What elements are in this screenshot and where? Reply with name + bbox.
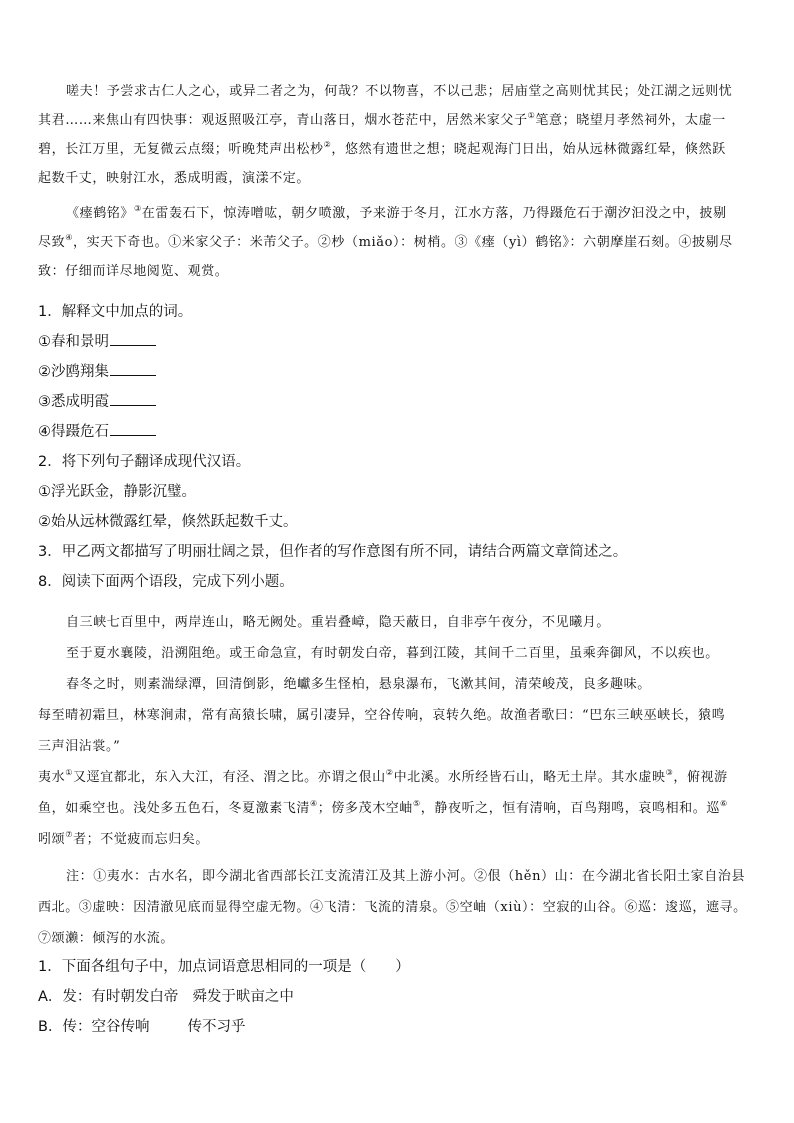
text-run: 碧，长江万里，无复微云点缀；听晚梵声出松杪 [38, 142, 324, 157]
footnote-mark: ⑤ [413, 799, 421, 808]
text-run: 《瘗鹤铭》 [66, 206, 135, 221]
question-3: 3．甲乙两文都描写了明丽壮阔之景，但作者的写作意图有所不同，请结合两篇文章简述之。 [38, 544, 628, 560]
passage-line: 春冬之时，则素湍绿潭，回清倒影，绝巘多生怪柏，悬泉瀑布，飞漱其间，清荣峻茂，良多趣味。 [66, 677, 651, 692]
passage-yi-line [38, 257, 760, 286]
text-run: ，实天下奇也。①米家父子：米芾父子。②杪（miǎo）：树梢。③《瘗（yì）鹤铭》：六朝摩崖石刻。④披剔尽 [72, 235, 733, 250]
text-run: ，悠然有遗世之想；晓起观海门日出，始从远林微露红晕，倏然跃 [331, 142, 726, 157]
question-text: ①春和景明 [38, 334, 109, 350]
answer-blank[interactable] [110, 423, 156, 436]
footnote-mark: ⑦ [65, 830, 73, 839]
text-run: ；傍多茂木空岫 [317, 801, 413, 816]
footnote-mark: ③ [134, 204, 142, 213]
option-text: B．传：空谷传响 [38, 1019, 150, 1035]
question-1: 1．解释文中加点的词。 [38, 304, 193, 320]
passage-line [38, 793, 760, 824]
passage-line: 自三峡七百里中，两岸连山，略无阙处。重岩叠嶂，隐天蔽日，自非亭午夜分，不见曦月。 [66, 615, 611, 630]
passage-line [38, 824, 760, 855]
text-run: 嗟夫！予尝求古仁人之心，或异二者之为，何哉？不以物喜，不以己悲；居庙堂之高则忧其民；处江湖之远则忧 [66, 84, 733, 99]
passage-yi-line [38, 228, 760, 257]
passage-yi [38, 77, 760, 286]
footnote-mark: ① [65, 768, 73, 777]
question-text: ②沙鸥翔集 [38, 364, 109, 380]
question-1-item [38, 327, 760, 357]
question-1-item [38, 387, 760, 417]
passage-yi-line [38, 164, 760, 193]
passage-line [38, 762, 760, 793]
text-run: 其君……来焦山有四快事：观返照吸江亭，青山落日，烟水苍茫中，居然米家父子 [38, 113, 528, 128]
passage-yi-line [38, 77, 760, 106]
passage-line: 至于夏水襄陵，沿溯阻绝。或王命急宣，有时朝发白帝，暮到江陵，其间千二百里，虽乘奔御风，不以疾也。 [66, 646, 719, 661]
text-run: ，俯视游 [673, 770, 728, 785]
question-choice: 1．下面各组句子中，加点词语意思相同的一项是（ ） [38, 959, 410, 975]
question-1-item [38, 417, 760, 447]
passage-yi-line [38, 106, 760, 135]
question-text: ③悉成明霞 [38, 394, 109, 410]
option-text: 舜发于畎亩之中 [192, 989, 294, 1005]
text-run: 者；不觉疲而忘归矣。 [73, 832, 210, 847]
option-b[interactable] [38, 1012, 760, 1042]
text-run: 起数千丈，映射江水，悉成明霞，演漾不定。 [38, 171, 311, 186]
footnote-mark: ④ [310, 799, 318, 808]
footnote-mark: ④ [65, 233, 73, 242]
text-run: 在雷轰石下，惊涛噌吰，朝夕喷激，予来游于冬月，江水方落，乃得蹑危石于潮汐汩没之中，披剔 [141, 206, 727, 221]
passage-san-xia [38, 607, 760, 954]
annotation-line: 西北。③虚映：因清澈见底而显得空虚无物。④飞清：飞流的清泉。⑤空岫（xiù）：空寂的山谷。⑥巡：逡巡，遮寻。 [38, 900, 747, 915]
annotation-line: 注：①夷水：古水名，即今湖北省西部长江支流清江及其上游小河。②佷（hěn）山：在今湖北省长阳土家自治县 [66, 869, 746, 884]
text-run: 夷水 [38, 770, 66, 785]
question-2: 2．将下列句子翻译成现代汉语。 [38, 454, 251, 470]
passage-yi-line [38, 199, 760, 228]
passage-line: 每至晴初霜旦，林寒涧肃，常有高猿长啸，属引凄异，空谷传响，哀转久绝。故渔者歌曰：“巴东三峡巫峡长，猿鸣 [38, 708, 726, 723]
text-run: 尽致 [38, 235, 66, 250]
footnote-mark: ① [527, 111, 536, 120]
text-run: 又逕宜都北，东入大江，有泾、渭之比。亦谓之佷山 [72, 770, 386, 785]
text-run: ，静夜听之，恒有清响，百鸟翔鸣，哀鸣相和。巡 [420, 801, 720, 816]
passage-line: 三声泪沾裳。” [38, 739, 121, 754]
footnote-mark: ③ [665, 768, 674, 777]
question-1-item [38, 357, 760, 387]
option-text: 传不习乎 [187, 1019, 246, 1035]
question-8: 8．阅读下面两个语段，完成下列小题。 [38, 574, 294, 590]
footnote-mark: ② [385, 768, 394, 777]
question-group-1 [38, 297, 760, 597]
text-run: 致：仔细而详尽地阅览、观赏。 [38, 264, 229, 279]
option-text: A．发：有时朝发白帝 [38, 989, 179, 1005]
annotation-line: ⑦颂濑：倾泻的水流。 [38, 931, 175, 946]
text-run: 颂 [51, 832, 66, 847]
question-group-2 [38, 952, 760, 1042]
text-run: 吲 [38, 832, 52, 847]
answer-blank[interactable] [110, 393, 156, 406]
answer-blank[interactable] [110, 363, 156, 376]
footnote-mark: ② [323, 140, 332, 149]
question-2-item: ②始从远林微露红晕，倏然跃起数千丈。 [38, 514, 298, 530]
passage-yi-line [38, 135, 760, 164]
option-a[interactable] [38, 982, 760, 1012]
answer-blank[interactable] [110, 333, 156, 346]
text-run: 中北溪。水所经皆石山，略无土岸。其水虚映 [393, 770, 666, 785]
question-text: ④得蹑危石 [38, 424, 109, 440]
text-run: 笔意；晓望月孝然祠外，太虚一 [535, 113, 726, 128]
text-run: 鱼，如乘空也。浅处多五色石，冬夏激素飞清 [38, 801, 311, 816]
question-2-item: ①浮光跃金，静影沉璧。 [38, 484, 196, 500]
footnote-mark: ⑥ [719, 799, 728, 808]
